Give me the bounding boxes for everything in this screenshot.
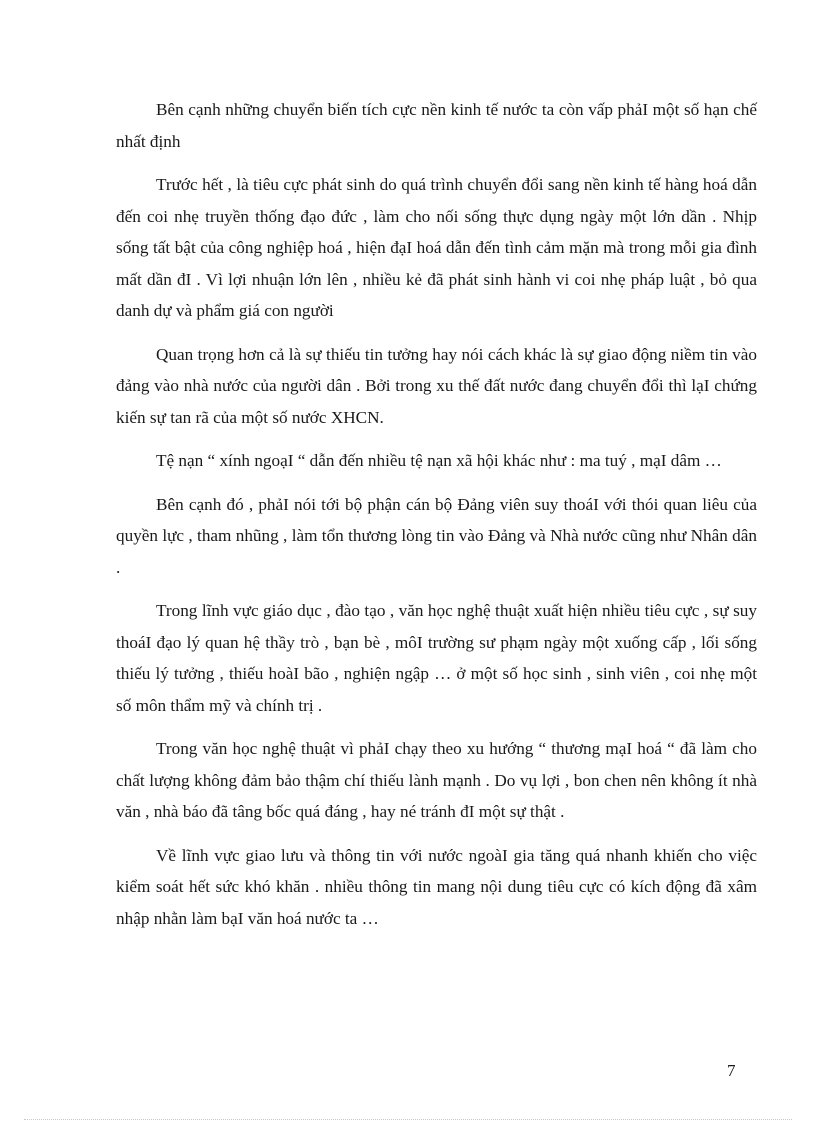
- page-number: 7: [727, 1061, 736, 1080]
- paragraph-trust-decline: Quan trọng hơn cả là sự thiếu tin tưởng hay nói cách khác là sự giao động niềm tin vào đảng vào nhà nước của người dân . Bởi trong xu thế đất nước đang chuyển đổi thì lạI chứng kiến sự tan rã của một số nước XHCN.: [116, 344, 757, 427]
- page-bottom-border: [24, 1119, 792, 1120]
- paragraph-literature-commercialization: Trong văn học nghệ thuật vì phảI chạy theo xu hướng “ thương mạI hoá “ đã làm cho chất lượng không đảm bảo thậm chí thiếu lành mạnh . Do vụ lợi , bon chen nên không ít nhà văn , nhà báo đã tâng bốc quá đáng , hay né tránh đI một sự thật .: [116, 739, 757, 821]
- paragraph-market-economy-negatives: Trước hết , là tiêu cực phát sinh do quá trình chuyển đổi sang nền kinh tế hàng hoá dẫn đến coi nhẹ truyền thống đạo đức , làm cho nối sống thực dụng ngày một lớn dần . Nhịp sống tất bật của công nghiệp hoá , hiện đạI hoá dẫn đến tình cảm mặn mà trong mỗi gia đình mất dần đI . Vì lợi nhuận lớn lên , nhiều kẻ đã phát sinh hành vi coi nhẹ pháp luật , bỏ qua danh dự và phẩm giá con người: [116, 175, 757, 320]
- page-body: [116, 94, 757, 946]
- paragraph-limitations-intro: Bên cạnh những chuyển biến tích cực nền kinh tế nước ta còn vấp phảI một số hạn chế nhất định: [116, 100, 757, 151]
- paragraph-foreign-worship: Tệ nạn “ xính ngoạI “ dẫn đến nhiều tệ nạn xã hội khác như : ma tuý , mạI dâm …: [156, 451, 722, 470]
- paragraph-cadre-degradation: Bên cạnh đó , phảI nói tới bộ phận cán bộ Đảng viên suy thoáI với thói quan liêu của quyền lực , tham nhũng , làm tổn thương lòng tin vào Đảng và Nhà nước cũng như Nhân dân .: [116, 494, 757, 577]
- paragraph-foreign-information: Về lĩnh vực giao lưu và thông tin với nước ngoàI gia tăng quá nhanh khiến cho việc kiểm soát hết sức khó khăn . nhiều thông tin mang nội dung tiêu cực có kích động đã xâm nhập nhằn làm bạI văn hoá nước ta …: [116, 845, 757, 928]
- paragraph-education-issues: Trong lĩnh vực giáo dục , đào tạo , văn học nghệ thuật xuất hiện nhiều tiêu cực , sự suy thoáI đạo lý quan hệ thầy trò , bạn bè , môI trường sư phạm ngày một xuống cấp , lối sống thiếu lý tưởng , thiếu hoàI bão , nghiện ngập … ở một số học sinh , sinh viên , coi nhẹ một số môn thẩm mỹ và chính trị .: [116, 601, 757, 715]
